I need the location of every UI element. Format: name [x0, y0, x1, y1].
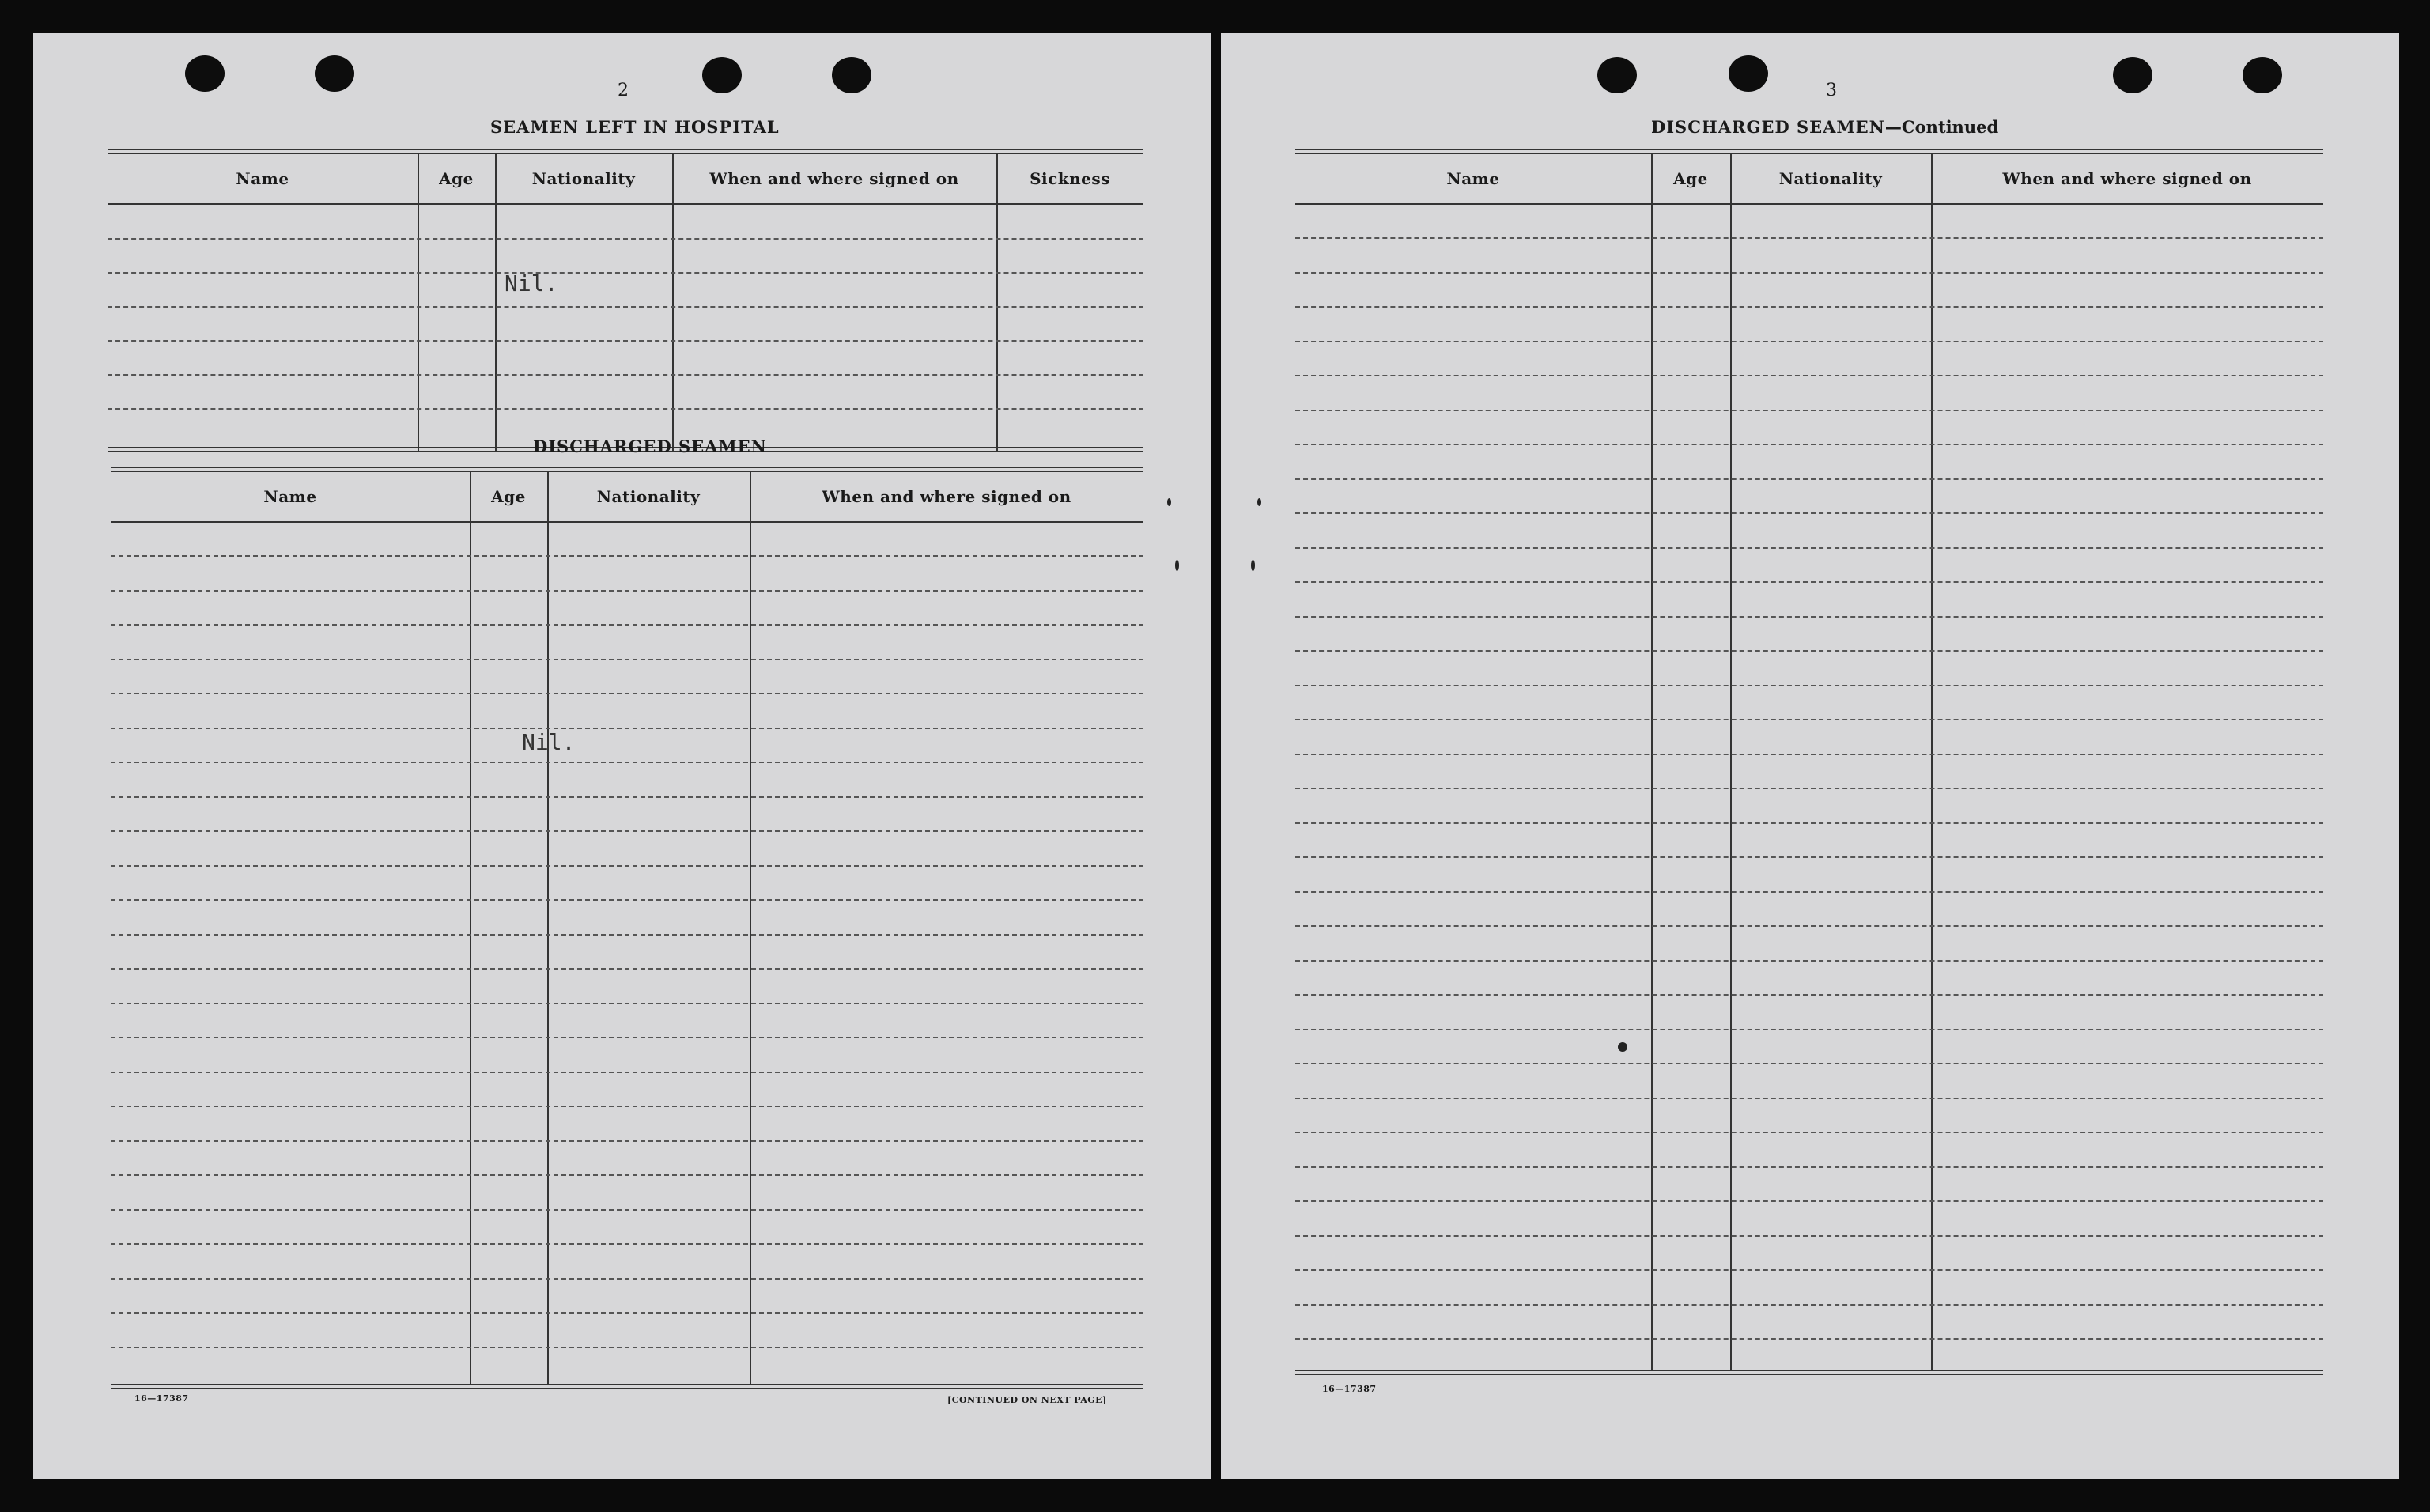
table-row: [1295, 237, 2323, 239]
table-row: [111, 1174, 1143, 1176]
table-top-rule: [1295, 149, 2323, 154]
table-top-rule: [108, 149, 1143, 154]
col-header-age: Age: [491, 487, 526, 506]
table-bottom-rule: [1295, 1370, 2323, 1375]
table-row: [1295, 1304, 2323, 1306]
hospital-entry-text: Nil.: [505, 270, 558, 297]
table-row: [1295, 444, 2323, 445]
ink-dot: [1618, 1042, 1627, 1052]
column-divider: [470, 472, 471, 1385]
table-row: [1295, 306, 2323, 308]
punch-hole: [2113, 57, 2152, 93]
table-row: [111, 899, 1143, 901]
table-row: [111, 659, 1143, 660]
table-row: [111, 968, 1143, 970]
punch-hole: [702, 57, 742, 93]
column-divider: [1651, 154, 1653, 1370]
table-row: [111, 865, 1143, 867]
table-row: [1295, 478, 2323, 480]
col-header-age: Age: [439, 169, 474, 188]
column-divider: [418, 154, 419, 452]
col-header-name: Name: [1446, 169, 1500, 188]
table-header-row: [108, 154, 1143, 205]
column-divider: [750, 472, 751, 1385]
binding-mark: [1251, 560, 1255, 571]
discharged-section-title: DISCHARGED SEAMEN: [533, 437, 767, 456]
table-row: [1295, 822, 2323, 824]
discharged-continued-table: [1295, 149, 2323, 1414]
col-header-name: Name: [236, 169, 289, 188]
table-row: [1295, 719, 2323, 720]
table-row: [111, 590, 1143, 592]
hospital-section-title: SEAMEN LEFT IN HOSPITAL: [490, 117, 780, 137]
punch-hole: [185, 55, 225, 92]
table-row: [1295, 685, 2323, 686]
table-row: [108, 272, 1143, 274]
discharged-continued-title: [1651, 117, 1998, 137]
column-divider: [672, 154, 674, 452]
table-row: [1295, 650, 2323, 652]
table-row: [1295, 341, 2323, 342]
table-row: [1295, 788, 2323, 789]
table-row: [111, 1209, 1143, 1211]
title-suffix: —Continued: [1884, 117, 1999, 137]
punch-hole: [832, 57, 871, 93]
col-header-name: Name: [263, 487, 317, 506]
table-row: [1295, 754, 2323, 755]
binding-mark: [1167, 498, 1171, 506]
hospital-table: [108, 149, 1143, 452]
col-header-nationality: Nationality: [596, 487, 701, 506]
table-row: [1295, 1166, 2323, 1168]
page-number: 3: [1826, 81, 1837, 100]
table-row: [111, 1106, 1143, 1107]
table-row: [1295, 581, 2323, 583]
table-row: [108, 408, 1143, 410]
table-row: [1295, 1132, 2323, 1133]
table-row: [111, 1003, 1143, 1004]
table-row: [111, 1278, 1143, 1280]
table-row: [111, 728, 1143, 729]
col-header-age: Age: [1673, 169, 1708, 188]
table-row: [1295, 1029, 2323, 1030]
col-header-signed-on: When and where signed on: [822, 487, 1071, 506]
table-row: [108, 340, 1143, 342]
table-row: [111, 555, 1143, 557]
table-row: [1295, 856, 2323, 858]
table-bottom-rule: [111, 1384, 1143, 1389]
table-row: [1295, 1200, 2323, 1202]
right-page: [1221, 33, 2399, 1479]
page-number: 2: [618, 81, 629, 100]
punch-hole: [2243, 57, 2282, 93]
table-row: [1295, 994, 2323, 996]
table-row: [1295, 1269, 2323, 1271]
table-row: [1295, 375, 2323, 376]
table-row: [1295, 891, 2323, 893]
punch-hole: [315, 55, 354, 92]
form-number: 16—17387: [1322, 1384, 1377, 1394]
table-row: [1295, 960, 2323, 962]
table-header-row: [1295, 154, 2323, 205]
table-row: [1295, 925, 2323, 927]
col-header-nationality: Nationality: [531, 169, 636, 188]
col-header-nationality: Nationality: [1778, 169, 1883, 188]
table-row: [1295, 512, 2323, 514]
binding-mark: [1175, 560, 1179, 571]
continued-note: [CONTINUED ON NEXT PAGE]: [947, 1395, 1107, 1405]
punch-hole: [1729, 55, 1768, 92]
column-divider: [547, 472, 549, 1385]
table-row: [1295, 410, 2323, 411]
binding-mark: [1257, 498, 1261, 506]
column-divider: [1931, 154, 1933, 1370]
table-row: [111, 1243, 1143, 1245]
table-row: [1295, 616, 2323, 618]
table-row: [108, 238, 1143, 240]
discharged-entry-text: Nil.: [522, 729, 576, 755]
punch-hole: [1597, 57, 1637, 93]
table-row: [111, 1072, 1143, 1073]
table-row: [1295, 272, 2323, 274]
table-row: [1295, 1235, 2323, 1237]
col-header-signed-on: When and where signed on: [2002, 169, 2252, 188]
left-page: [33, 33, 1211, 1479]
table-row: [111, 1347, 1143, 1348]
table-row: [111, 796, 1143, 798]
column-divider: [495, 154, 497, 452]
form-number: 16—17387: [134, 1393, 189, 1404]
discharged-table: [111, 467, 1143, 1423]
table-row: [108, 374, 1143, 376]
title-main: DISCHARGED SEAMEN: [1651, 117, 1885, 137]
table-row: [1295, 1063, 2323, 1064]
col-header-sickness: Sickness: [1030, 169, 1110, 188]
table-row: [111, 934, 1143, 936]
column-divider: [1730, 154, 1732, 1370]
table-top-rule: [111, 467, 1143, 472]
table-row: [111, 624, 1143, 626]
table-row: [1295, 1338, 2323, 1340]
table-row: [111, 1312, 1143, 1314]
table-row: [108, 306, 1143, 308]
table-row: [1295, 547, 2323, 549]
table-row: [111, 1140, 1143, 1142]
table-row: [111, 830, 1143, 832]
table-row: [111, 693, 1143, 694]
column-divider: [996, 154, 998, 452]
table-row: [1295, 1098, 2323, 1099]
table-row: [111, 762, 1143, 763]
table-row: [111, 1037, 1143, 1038]
table-header-row: [111, 472, 1143, 523]
col-header-signed-on: When and where signed on: [709, 169, 959, 188]
